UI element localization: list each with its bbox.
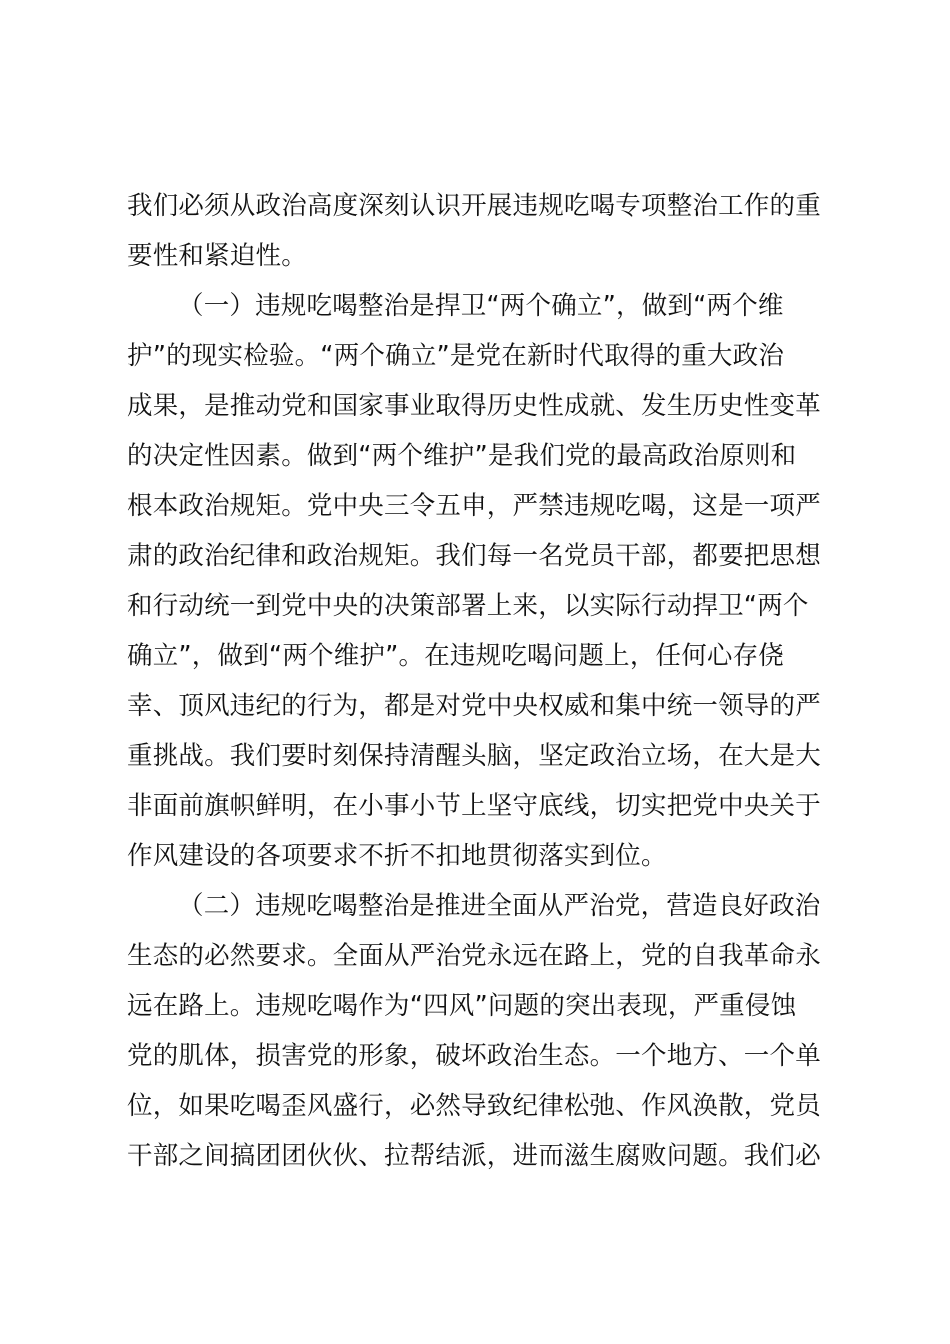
- text-line: 护”的现实检验。“两个确立”是党在新时代取得的重大政治: [127, 341, 785, 371]
- text-line: 的决定性因素。做到“两个维护”是我们党的最高政治原则和: [127, 441, 797, 471]
- text-line: 重挑战。我们要时刻保持清醒头脑，坚定政治立场，在大是大: [127, 741, 821, 771]
- paragraph-heading-line: （二）违规吃喝整治是推进全面从严治党，营造良好政治: [178, 891, 821, 921]
- text-line: 生态的必然要求。全面从严治党永远在路上，党的自我革命永: [127, 941, 821, 971]
- text-line: 我们必须从政治高度深刻认识开展违规吃喝专项整治工作的重: [127, 191, 821, 221]
- text-line: 要性和紧迫性。: [127, 241, 307, 271]
- text-line: 非面前旗帜鲜明，在小事小节上坚守底线，切实把党中央关于: [127, 791, 821, 821]
- text-line: 远在路上。违规吃喝作为“四风”问题的突出表现，严重侵蚀: [127, 991, 797, 1021]
- paragraph-heading-line: （一）违规吃喝整治是捍卫“两个确立”，做到“两个维: [178, 291, 784, 321]
- text-line: 确立”，做到“两个维护”。在违规吃喝问题上，任何心存侥: [127, 641, 785, 671]
- text-line: 位，如果吃喝歪风盛行，必然导致纪律松弛、作风涣散，党员: [127, 1091, 821, 1121]
- text-line: 作风建设的各项要求不折不扣地贯彻落实到位。: [127, 841, 667, 871]
- text-line: 肃的政治纪律和政治规矩。我们每一名党员干部，都要把思想: [127, 541, 821, 571]
- text-line: 根本政治规矩。党中央三令五申，严禁违规吃喝，这是一项严: [127, 491, 821, 521]
- text-line: 和行动统一到党中央的决策部署上来，以实际行动捍卫“两个: [127, 591, 809, 621]
- text-line: 党的肌体，损害党的形象，破坏政治生态。一个地方、一个单: [127, 1041, 821, 1071]
- text-line: 成果，是推动党和国家事业取得历史性成就、发生历史性变革: [127, 391, 821, 421]
- text-line: 干部之间搞团团伙伙、拉帮结派，进而滋生腐败问题。我们必: [127, 1141, 821, 1171]
- text-line: 幸、顶风违纪的行为，都是对党中央权威和集中统一领导的严: [127, 691, 821, 721]
